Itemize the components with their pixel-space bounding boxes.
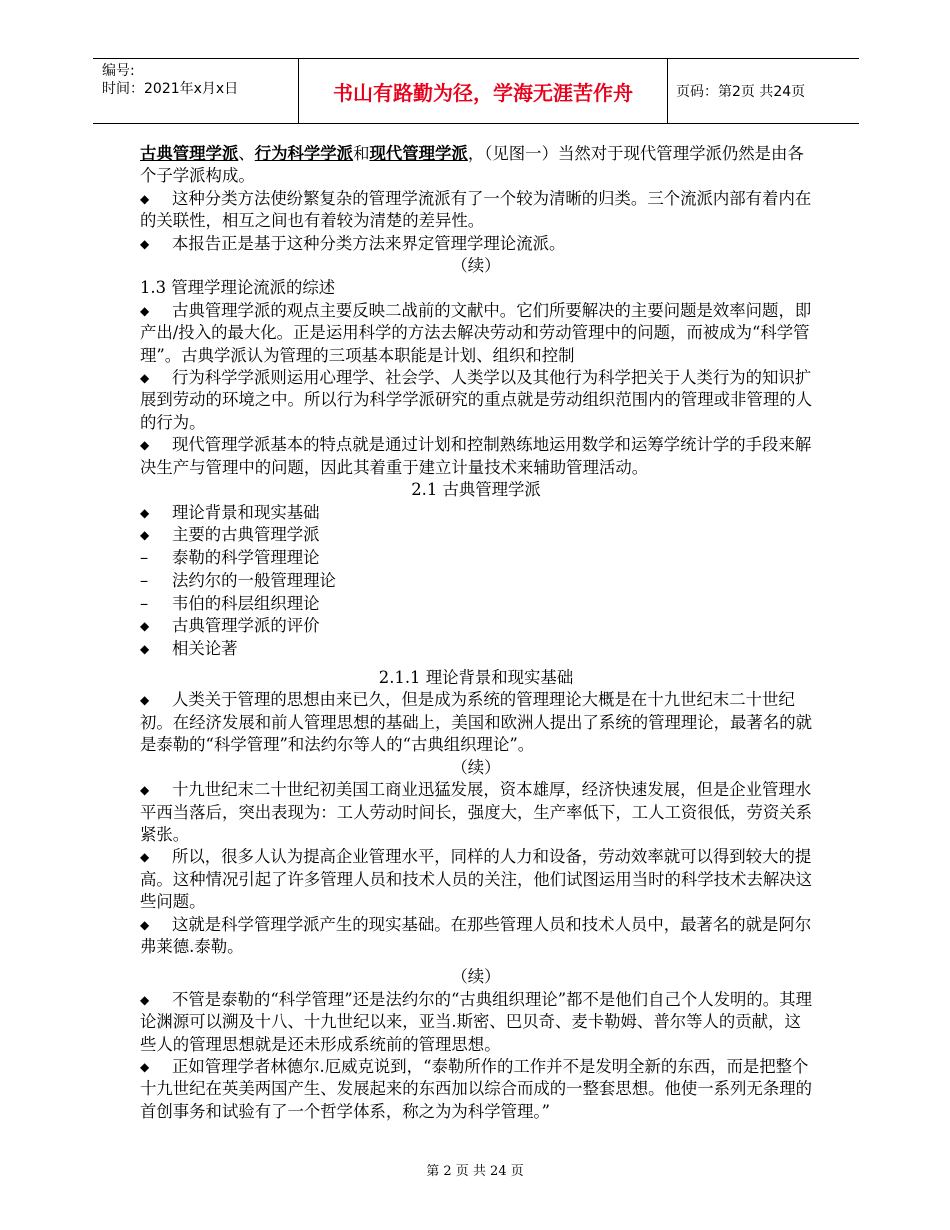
diamond-bullet-icon: ◆	[140, 505, 150, 520]
bullet-text: 行为科学学派则运用心理学、社会学、人类学以及其他行为科学把关于人类行为的知识扩展到劳动的环境之中。所以行为科学学派研究的重点就是劳动组织范围内的管理或非管理的人的行为。	[140, 368, 813, 432]
diamond-bullet-icon: ◆	[140, 1059, 150, 1074]
page-header	[93, 58, 859, 124]
term-classical: 古典管理学派	[140, 144, 239, 163]
intro-sep: 、	[238, 144, 255, 163]
bullet-paragraph	[140, 367, 812, 434]
section-heading-1-3: 1.3 管理学理论流派的综述	[140, 278, 336, 298]
term-modern: 现代管理学派	[369, 144, 468, 163]
intro-sep: 和	[353, 144, 370, 163]
outline-item-text: 理论背景和现实基础	[172, 502, 320, 522]
section-heading-2-1-1: 2.1.1 理论背景和现实基础	[378, 668, 574, 688]
bullet-text: 十九世纪末二十世纪初美国工商业迅猛发展，资本雄厚，经济快速发展，但是企业管理水平西当落后，突出表现为：工人劳动时间长，强度大，生产率低下，工人工资很低，劳资关系紧张。	[140, 780, 813, 844]
dash-bullet-icon: –	[140, 570, 149, 590]
bullet-group-e	[140, 989, 812, 1123]
outline-item	[140, 524, 812, 547]
diamond-bullet-icon: ◆	[140, 917, 150, 932]
bullet-text: 不管是泰勒的“科学管理”还是法约尔的“古典组织理论”都不是他们自己个人发明的。其理论渊源可以溯及十八、十九世纪以来，亚当.斯密、巴贝奇、麦卡勒姆、普尔等人的贡献，这些人的管理思想就是还未形成系统前的管理思想。	[140, 989, 812, 1054]
dash-bullet-icon: –	[140, 593, 149, 613]
bullet-paragraph	[140, 188, 812, 233]
header-slogan: 书山有路勤为径，学海无涯苦作舟	[299, 59, 668, 123]
outline-item	[140, 502, 812, 525]
bullet-text: 人类关于管理的思想由来已久，但是成为系统的管理理论大概是在十九世纪末二十世纪初。在经济发展和前人管理思想的基础上，美国和欧洲人提出了系统的管理理论，最著名的就是泰勒的“科学管理”和法约尔等人的“古典组织理论”。	[140, 690, 813, 755]
bullet-text: 古典管理学派的观点主要反映二战前的文献中。它们所要解决的主要问题是效率问题，即产出/投入的最大化。正是运用科学的方法去解决劳动和劳动管理中的问题，而被成为“科学管理”。古典学派认为管理的三项基本职能是计划、组织和控制	[140, 300, 812, 365]
outline-item-text: 法约尔的一般管理理论	[172, 570, 336, 590]
diamond-bullet-icon: ◆	[140, 236, 150, 251]
outline-item-text: 韦伯的科层组织理论	[172, 593, 320, 613]
page-footer: 第 2 页 共 24 页	[426, 1164, 524, 1179]
diamond-bullet-icon: ◆	[140, 438, 150, 453]
doc-code-label: 编号:	[102, 63, 135, 79]
bullet-paragraph	[140, 914, 812, 959]
outline-item	[140, 593, 812, 616]
bullet-text: 正如管理学者林德尔.厄威克说到，“泰勒所作的工作并不是发明全新的东西，而是把整个十九世纪在英美两国产生、发展起来的东西加以综合而成的一整套思想。他使一系列无条理的首创事务和试验有了一个哲学体系，称之为为科学管理。”	[140, 1056, 813, 1121]
bullet-text: 所以，很多人认为提高企业管理水平，同样的人力和设备，劳动效率就可以得到较大的提高。这种情况引起了许多管理人员和技术人员的关注，他们试图运用当时的科学技术去解决这些问题。	[140, 847, 813, 912]
outline-item	[140, 615, 812, 638]
diamond-bullet-icon: ◆	[140, 619, 150, 634]
diamond-bullet-icon: ◆	[140, 783, 150, 798]
bullet-paragraph	[140, 434, 812, 479]
bullet-group-c	[140, 689, 812, 756]
bullet-paragraph	[140, 1056, 812, 1123]
outline-list	[140, 502, 812, 662]
diamond-bullet-icon: ◆	[140, 371, 150, 386]
section-heading-2-1: 2.1 古典管理学派	[411, 480, 541, 500]
bullet-text: 这就是科学管理学派产生的现实基础。在那些管理人员和技术人员中，最著名的就是阿尔弗莱德.泰勒。	[140, 914, 812, 956]
outline-item-text: 主要的古典管理学派	[172, 525, 320, 545]
bullet-paragraph	[140, 689, 812, 756]
bullet-group-b	[140, 300, 812, 479]
bullet-group-a	[140, 188, 812, 255]
outline-item-text: 泰勒的科学管理理论	[172, 548, 320, 568]
dash-bullet-icon: –	[140, 548, 149, 568]
outline-item	[140, 547, 812, 570]
bullet-text: 本报告正是基于这种分类方法来界定管理学理论流派。	[172, 233, 566, 253]
outline-item-text: 古典管理学派的评价	[172, 616, 320, 636]
diamond-bullet-icon: ◆	[140, 850, 150, 865]
term-behavioral: 行为科学学派	[254, 144, 354, 163]
diamond-bullet-icon: ◆	[140, 191, 150, 206]
bullet-group-d	[140, 779, 812, 958]
diamond-bullet-icon: ◆	[140, 992, 150, 1007]
bullet-text: 这种分类方法使纷繁复杂的管理学流派有了一个较为清晰的归类。三个流派内部有着内在的关联性，相互之间也有着较为清楚的差异性。	[140, 188, 812, 231]
doc-time-label: 时间：2021年x月x日	[102, 81, 239, 97]
diamond-bullet-icon: ◆	[140, 642, 150, 657]
bullet-paragraph	[140, 779, 812, 846]
intro-paragraph	[140, 143, 812, 188]
continued-label: （续）	[451, 256, 501, 276]
bullet-paragraph	[140, 846, 812, 913]
continued-label: （续）	[451, 757, 501, 777]
header-meta	[93, 59, 299, 123]
bullet-paragraph	[140, 233, 812, 255]
outline-item	[140, 570, 812, 593]
document-body	[140, 143, 812, 1123]
outline-item-text: 相关论著	[172, 639, 238, 659]
intro-rest: ，（见图一）当然对于现代管理学派仍然是由各个子学派构成。	[140, 144, 804, 186]
continued-label: （续）	[451, 967, 501, 987]
outline-item	[140, 638, 812, 661]
bullet-paragraph	[140, 989, 812, 1056]
bullet-text: 现代管理学派基本的特点就是通过计划和控制熟练地运用数学和运筹学统计学的手段来解决生产与管理中的问题，因此其着重于建立计量技术来辅助管理活动。	[140, 435, 812, 477]
diamond-bullet-icon: ◆	[140, 693, 150, 708]
diamond-bullet-icon: ◆	[140, 303, 150, 318]
bullet-paragraph	[140, 300, 812, 367]
diamond-bullet-icon: ◆	[140, 528, 150, 543]
header-page-info: 页码：第2页 共24页	[676, 84, 806, 100]
